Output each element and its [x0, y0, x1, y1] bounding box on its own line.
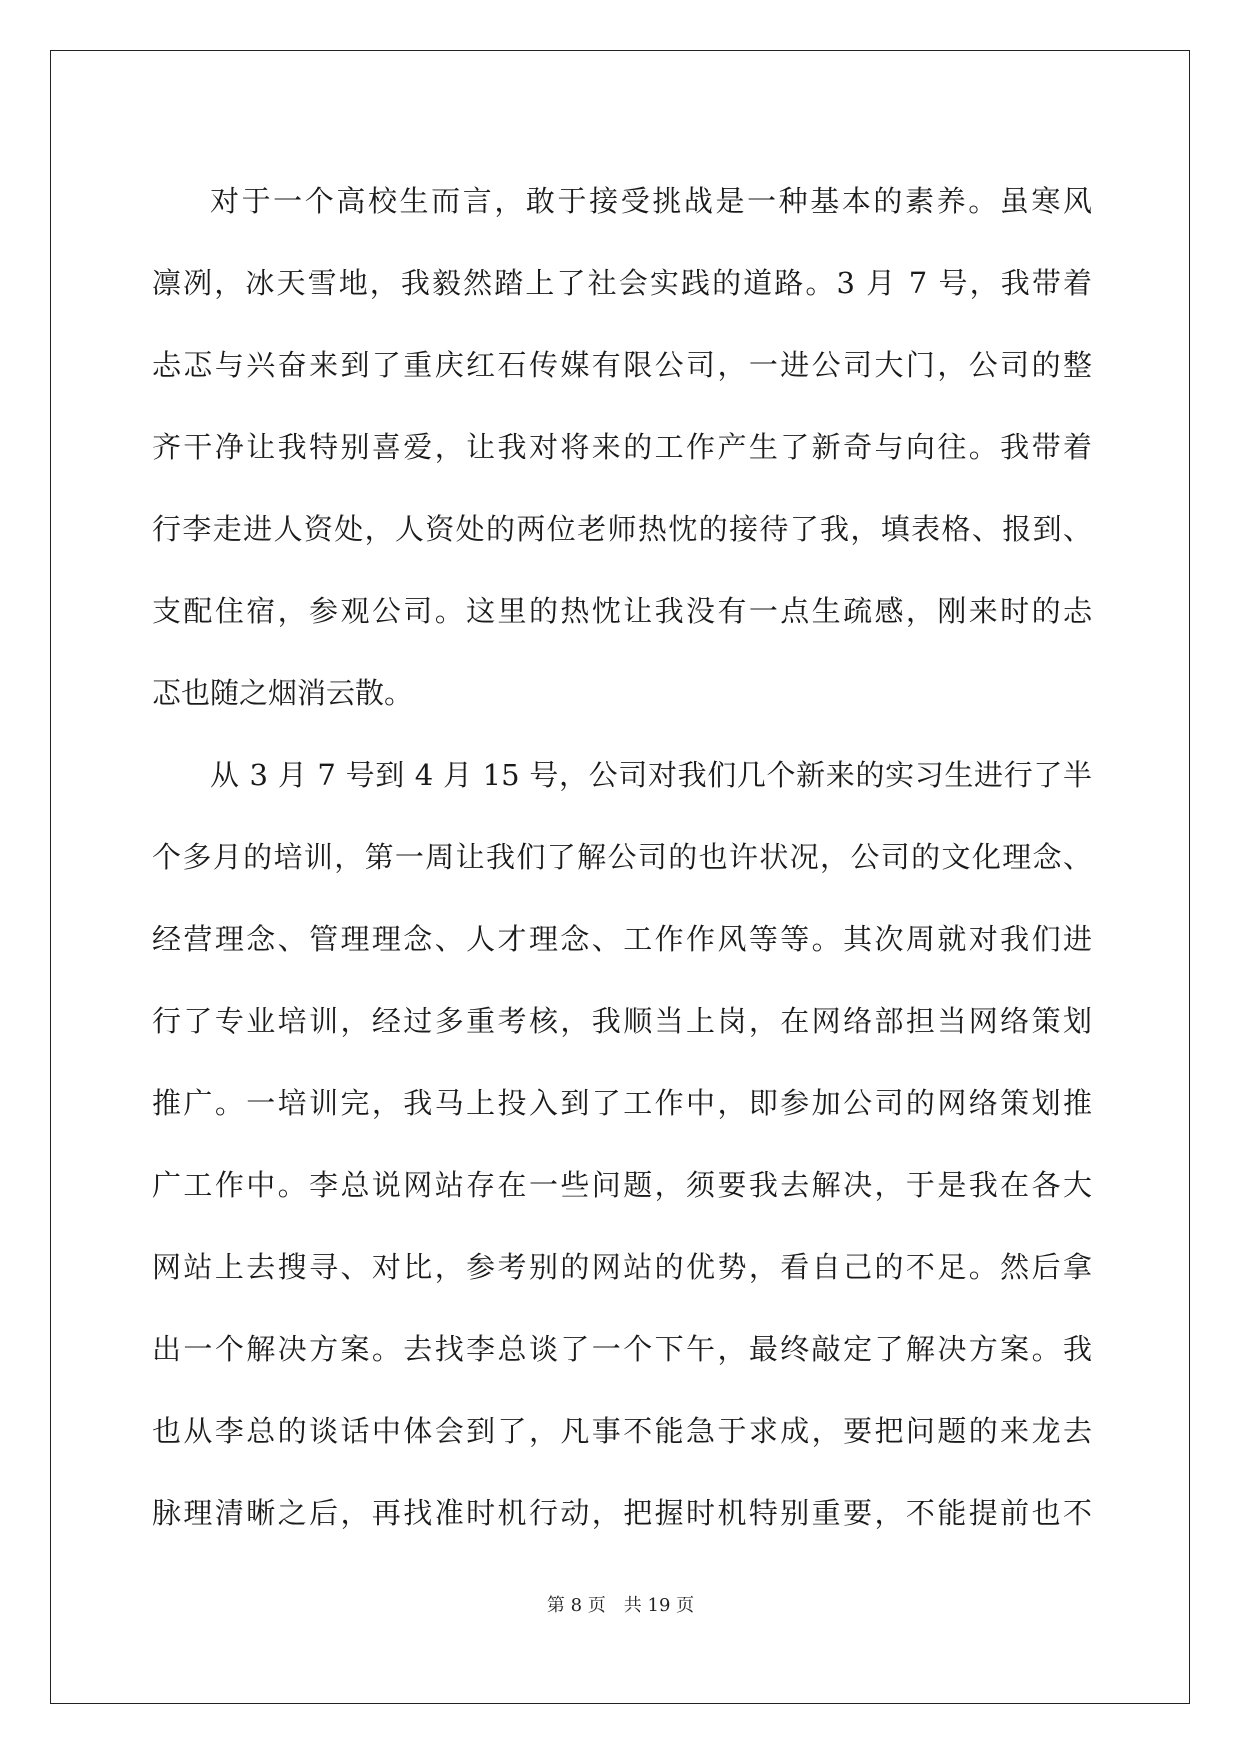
paragraph-2 — [152, 734, 1092, 1554]
document-body — [152, 160, 1092, 1554]
text-line: 经营理念、管理理念、人才理念、工作作风等等。其次周就对我们进 — [152, 922, 1092, 956]
text-line: 广工作中。李总说网站存在一些问题，须要我去解决，于是我在各大 — [152, 1168, 1092, 1202]
text-line: 个多月的培训，第一周让我们了解公司的也许状况，公司的文化理念、 — [152, 840, 1092, 874]
text-line: 也从李总的谈话中体会到了，凡事不能急于求成，要把问题的来龙去 — [152, 1414, 1092, 1448]
text-line: 凛冽，冰天雪地，我毅然踏上了社会实践的道路。3 月 7 号，我带着 — [152, 266, 1092, 300]
paragraph-1 — [152, 160, 1092, 734]
text-line: 支配住宿，参观公司。这里的热忱让我没有一点生疏感，刚来时的忐 — [152, 594, 1092, 628]
text-line: 推广。一培训完，我马上投入到了工作中，即参加公司的网络策划推 — [152, 1086, 1092, 1120]
text-line: 从 3 月 7 号到 4 月 15 号，公司对我们几个新来的实习生进行了半 — [210, 758, 1092, 792]
text-line: 行了专业培训，经过多重考核，我顺当上岗，在网络部担当网络策划 — [152, 1004, 1092, 1038]
text-line: 行李走进人资处，人资处的两位老师热忱的接待了我，填表格、报到、 — [152, 512, 1092, 546]
text-line: 出一个解决方案。去找李总谈了一个下午，最终敲定了解决方案。我 — [152, 1332, 1092, 1366]
text-line: 对于一个高校生而言，敢于接受挑战是一种基本的素养。虽寒风 — [210, 184, 1092, 218]
text-line: 忑也随之烟消云散。 — [152, 676, 414, 710]
text-line: 网站上去搜寻、对比，参考别的网站的优势，看自己的不足。然后拿 — [152, 1250, 1092, 1284]
text-line: 脉理清晰之后，再找准时机行动，把握时机特别重要，不能提前也不 — [152, 1496, 1092, 1530]
page-number: 第 8 页 共 19 页 — [546, 1595, 695, 1616]
text-line: 忐忑与兴奋来到了重庆红石传媒有限公司，一进公司大门，公司的整 — [152, 348, 1092, 382]
text-line: 齐干净让我特别喜爱，让我对将来的工作产生了新奇与向往。我带着 — [152, 430, 1092, 464]
